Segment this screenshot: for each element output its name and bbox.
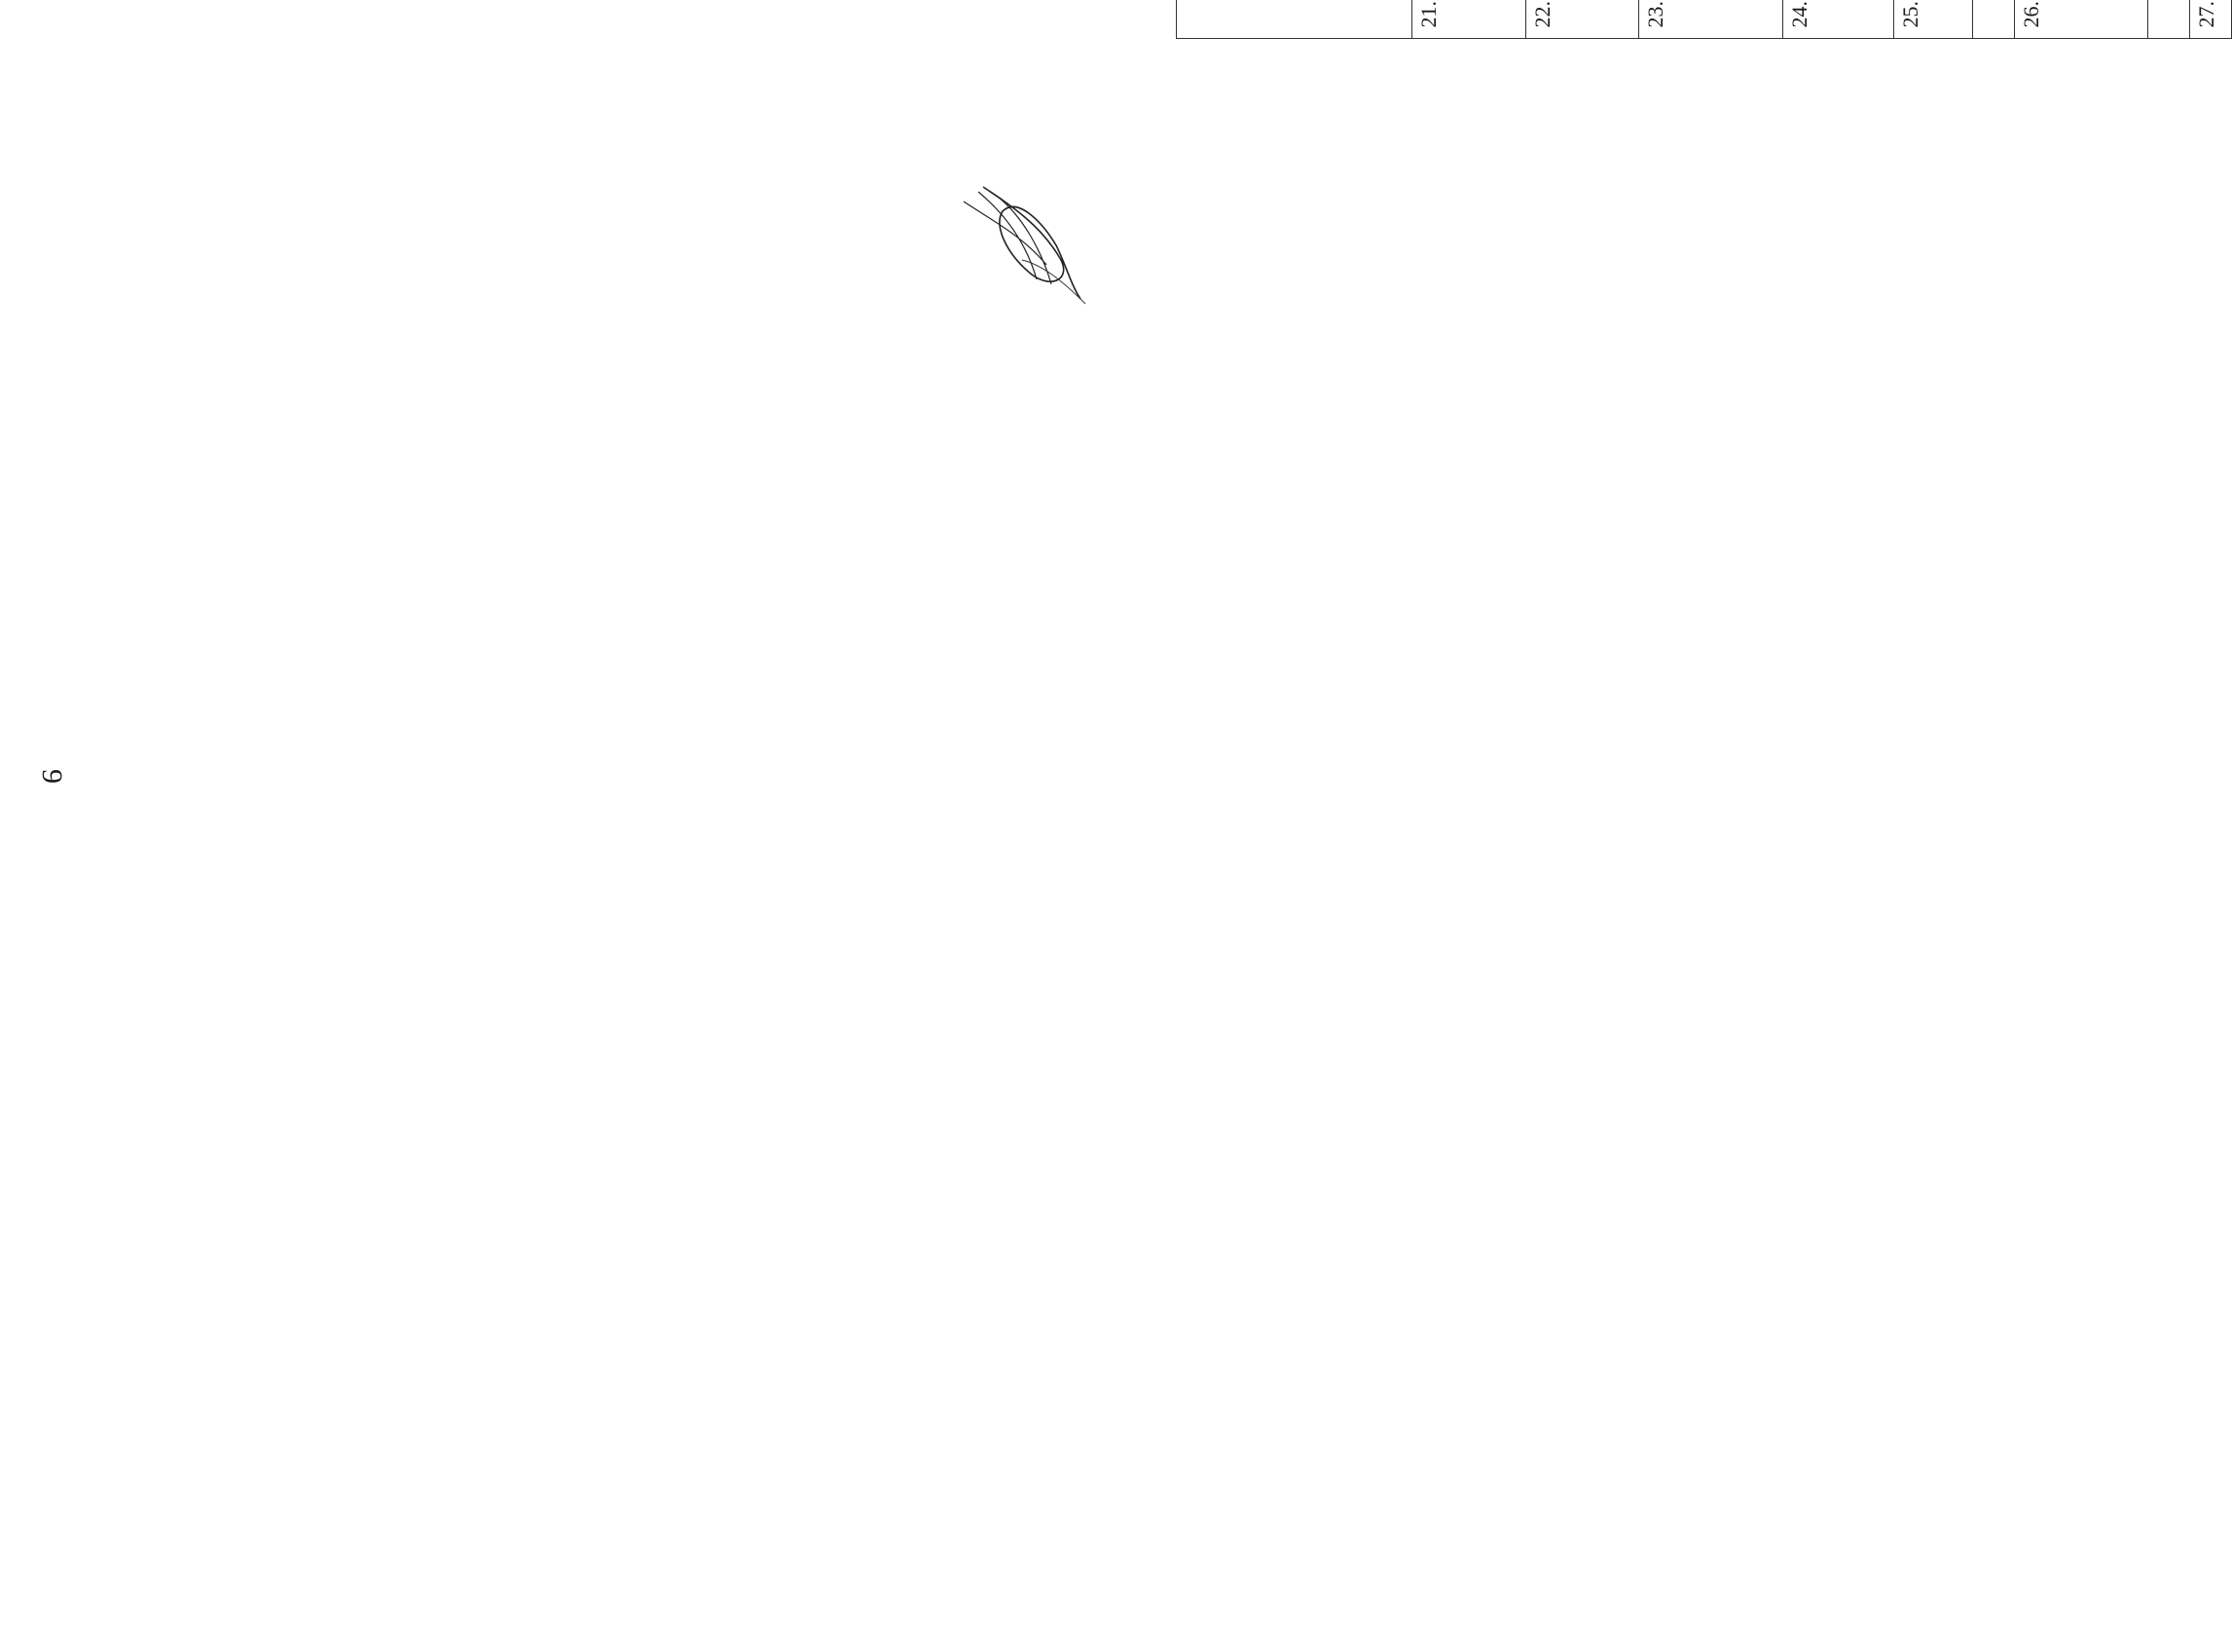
row-number-cell: 21.: [1411, 0, 1526, 39]
row-number-cell: 27.: [2190, 0, 2232, 39]
section-title: [2147, 0, 2189, 39]
section-title: [1973, 0, 2015, 39]
section-header-row: [1973, 0, 2015, 39]
table-row: [1783, 0, 1894, 39]
table-row: [1894, 0, 1973, 39]
handwritten-signature: [925, 167, 1090, 313]
row-number-cell: 26.: [2015, 0, 2147, 39]
row-number-cell: 25.: [1894, 0, 1973, 39]
table-row: [1638, 0, 1783, 39]
row-number-cell: 22.: [1526, 0, 1638, 39]
table-row: [1526, 0, 1638, 39]
section-header-row: [2147, 0, 2189, 39]
rotated-table-container: [1176, 0, 2232, 39]
table-row: [1177, 0, 1412, 39]
table-row: [2190, 0, 2232, 39]
table-row: [2015, 0, 2147, 39]
row-number-cell: 23.: [1638, 0, 1783, 39]
measures-table: [1176, 0, 2232, 39]
table-row: [1411, 0, 1526, 39]
page-number: 9: [36, 769, 68, 784]
row-number-cell: 24.: [1783, 0, 1894, 39]
row-number-cell: [1177, 0, 1412, 39]
